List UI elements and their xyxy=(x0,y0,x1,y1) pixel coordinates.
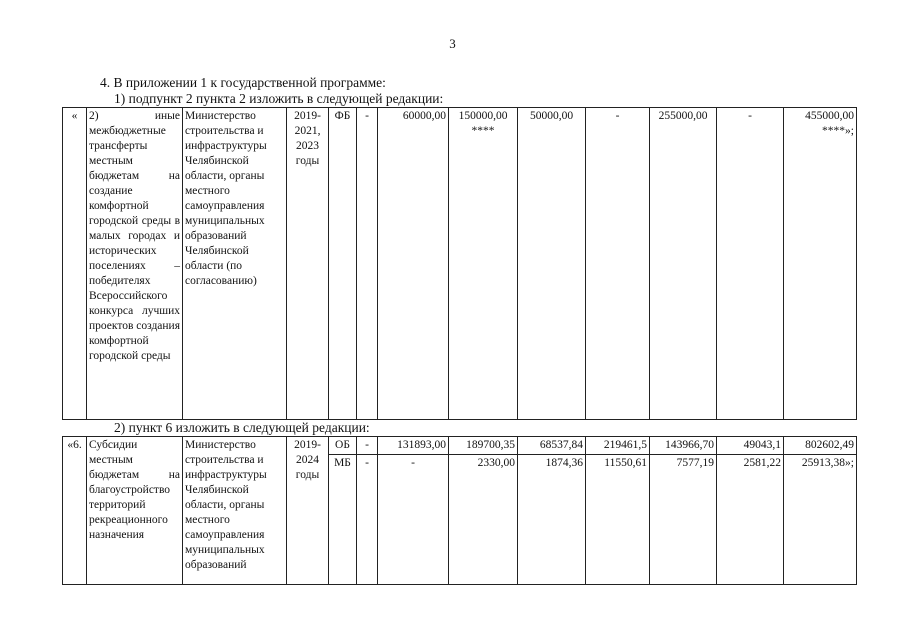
table-cell-measure: 2) иные межбюджетные трансферты местным бюджетам на создание комфортной городской среды в малых городах и исторических поселениях – победителях Всероссийского конкурса лучших проектов создания комфортной городской среды xyxy=(87,108,183,420)
table-cell-value: 60000,00 xyxy=(378,108,449,420)
table-cell-value: 2581,22 xyxy=(717,455,784,585)
table-cell-value: 49043,1 xyxy=(717,437,784,455)
table-cell-years: 2019-2021, 2023 годы xyxy=(287,108,329,420)
table-row xyxy=(63,108,857,420)
table-cell-item-number: «6. xyxy=(63,437,87,585)
table-cell-value: - xyxy=(357,437,378,455)
table-cell-value: 11550,61 xyxy=(586,455,650,585)
table-cell-source: ФБ xyxy=(329,108,357,420)
table-cell-value: 7577,19 xyxy=(650,455,717,585)
table-cell-measure: Субсидии местным бюджетам на благоустройство территорий рекреационного назначения xyxy=(87,437,183,585)
table-cell-total: 455000,00 ****»; xyxy=(784,108,857,420)
table-cell-source: ОБ xyxy=(329,437,357,455)
table-cell-value: - xyxy=(586,108,650,420)
table-cell-value: - xyxy=(378,455,449,585)
table-cell-executor: Министерство строительства и инфраструктуры Челябинской области, органы местного самоуправления муниципальных образований Челябинской области (по согласованию) xyxy=(183,108,287,420)
table-cell-source: МБ xyxy=(329,455,357,585)
table-subitem-2 xyxy=(62,107,857,420)
table-cell-value: 131893,00 xyxy=(378,437,449,455)
table-row xyxy=(63,437,857,455)
section-heading: 4. В приложении 1 к государственной программе: xyxy=(100,75,386,90)
table-cell-years: 2019-2024 годы xyxy=(287,437,329,585)
table-cell-open-quote: « xyxy=(63,108,87,420)
table-cell-value: 189700,35 xyxy=(449,437,518,455)
page-number: 3 xyxy=(449,36,456,51)
table-cell-value: - xyxy=(357,455,378,585)
subitem-1-heading: 1) подпункт 2 пункта 2 изложить в следующей редакции: xyxy=(114,91,444,106)
table-cell-value: 2330,00 xyxy=(449,455,518,585)
table-cell-value: 219461,5 xyxy=(586,437,650,455)
table-item-6 xyxy=(62,436,857,585)
table-cell-value: 255000,00 xyxy=(650,108,717,420)
table-cell-value: - xyxy=(717,108,784,420)
table-cell-total: 25913,38»; xyxy=(784,455,857,585)
table-cell-executor: Министерство строительства и инфраструктуры Челябинской области, органы местного самоуправления муниципальных образований xyxy=(183,437,287,585)
table-cell-value: 150000,00 **** xyxy=(449,108,518,420)
table-cell-value: - xyxy=(357,108,378,420)
table-cell-total: 802602,49 xyxy=(784,437,857,455)
subitem-2-heading: 2) пункт 6 изложить в следующей редакции: xyxy=(114,420,370,435)
table-cell-value: 143966,70 xyxy=(650,437,717,455)
table-cell-value: 1874,36 xyxy=(518,455,586,585)
table-cell-value: 50000,00 xyxy=(518,108,586,420)
table-cell-value: 68537,84 xyxy=(518,437,586,455)
